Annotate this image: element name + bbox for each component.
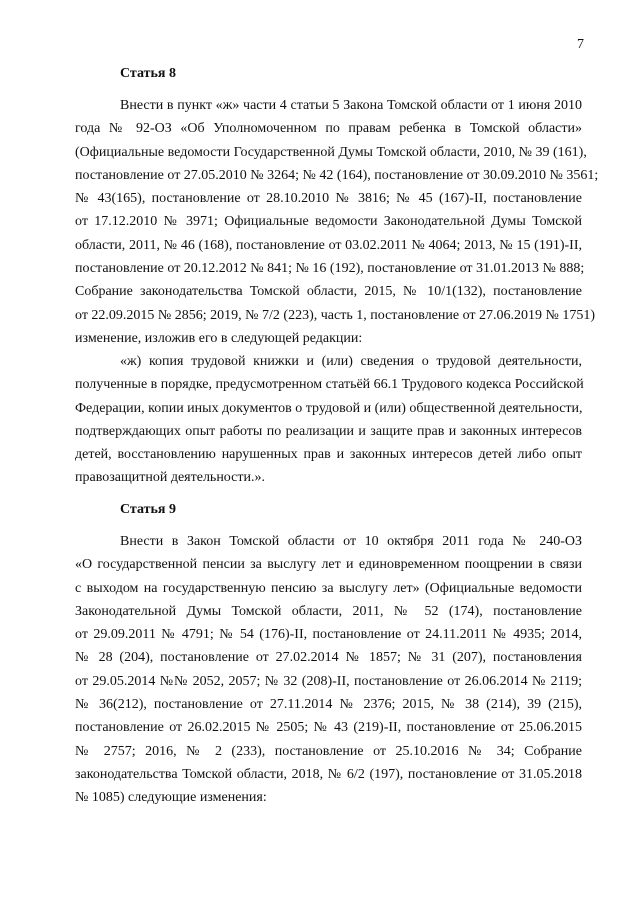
page-number: 7 [577, 37, 584, 52]
paragraph-line: от 29.09.2011 № 4791; № 54 (176)-II, постановление от 24.11.2011 № 4935; 2014, [75, 627, 582, 643]
paragraph-line: с выходом на государственную пенсию за выслугу лет» (Официальные ведомости [75, 580, 582, 596]
paragraph-line: от 22.09.2015 № 2856; 2019, № 7/2 (223), часть 1, постановление от 27.06.2019 № 1751) [75, 307, 596, 323]
article-9-heading: Статья 9 [120, 502, 176, 517]
article-8-intro-paragraph [75, 94, 599, 350]
paragraph-line: Федерации, копии иных документов о трудовой и (или) общественной деятельности, [75, 400, 583, 416]
paragraph-line: Внести в пункт «ж» части 4 статьи 5 Закона Томской области от 1 июня 2010 [120, 98, 582, 113]
paragraph-line: области, 2011, № 46 (168), постановление от 03.02.2011 № 4064; 2013, № 15 (191)-II, [75, 237, 582, 253]
paragraph-line: № 2757; 2016, № 2 (233), постановление от 25.10.2016 № 34; Собрание [75, 743, 582, 759]
paragraph-line: «О государственной пенсии за выслугу лет и единовременном поощрении в связи [75, 557, 582, 573]
paragraph-line: № 28 (204), постановление от 27.02.2014 № 1857; № 31 (207), постановления [75, 650, 582, 666]
paragraph-line: от 17.12.2010 № 3971; Официальные ведомости Законодательной Думы Томской [75, 214, 582, 230]
paragraph-line: года № 92-ОЗ «Об Уполномоченном по правам ребенка в Томской области» [75, 121, 582, 137]
paragraph-line: «ж) копия трудовой книжки и (или) сведения о трудовой деятельности, [120, 354, 582, 369]
paragraph-line: Законодательной Думы Томской области, 2011, № 52 (174), постановление [75, 603, 582, 619]
paragraph-line: постановление от 20.12.2012 № 841; № 16 (192), постановление от 31.01.2013 № 888; [75, 261, 585, 277]
paragraph-line: детей, восстановлению нарушенных прав и законных интересов детей либо опыт [75, 447, 582, 463]
paragraph-line: полученные в порядке, предусмотренном статьёй 66.1 Трудового кодекса Российской [75, 377, 584, 393]
paragraph-line: правозащитной деятельности.». [75, 470, 265, 486]
paragraph-line: постановление от 27.05.2010 № 3264; № 42 (164), постановление от 30.09.2010 № 3561; [75, 167, 599, 183]
paragraph-line: № 36(212), постановление от 27.11.2014 № 2376; 2015, № 38 (214), 39 (215), [75, 697, 582, 713]
article-8-heading: Статья 8 [120, 66, 176, 81]
paragraph-line: от 29.05.2014 №№ 2052, 2057; № 32 (208)-II, постановление от 26.06.2014 № 2119; [75, 673, 582, 689]
paragraph-line: законодательства Томской области, 2018, № 6/2 (197), постановление от 31.05.2018 [75, 766, 582, 782]
paragraph-line: постановление от 26.02.2015 № 2505; № 43 (219)-II, постановление от 25.06.2015 [75, 720, 582, 736]
paragraph-line: (Официальные ведомости Государственной Думы Томской области, 2010, № 39 (161), [75, 144, 587, 160]
paragraph-line: Внести в Закон Томской области от 10 октября 2011 года № 240-ОЗ [120, 534, 582, 549]
article-9-paragraph [75, 530, 582, 810]
paragraph-line: № 43(165), постановление от 28.10.2010 № 3816; № 45 (167)-II, постановление [75, 191, 582, 207]
paragraph-line: № 1085) следующие изменения: [75, 790, 267, 806]
paragraph-line: подтверждающих опыт работы по реализации и защите прав и законных интересов [75, 423, 582, 439]
paragraph-line: изменение, изложив его в следующей редакции: [75, 330, 363, 346]
paragraph-line: Собрание законодательства Томской области, 2015, № 10/1(132), постановление [75, 284, 582, 300]
article-8-quote-paragraph [75, 350, 582, 490]
